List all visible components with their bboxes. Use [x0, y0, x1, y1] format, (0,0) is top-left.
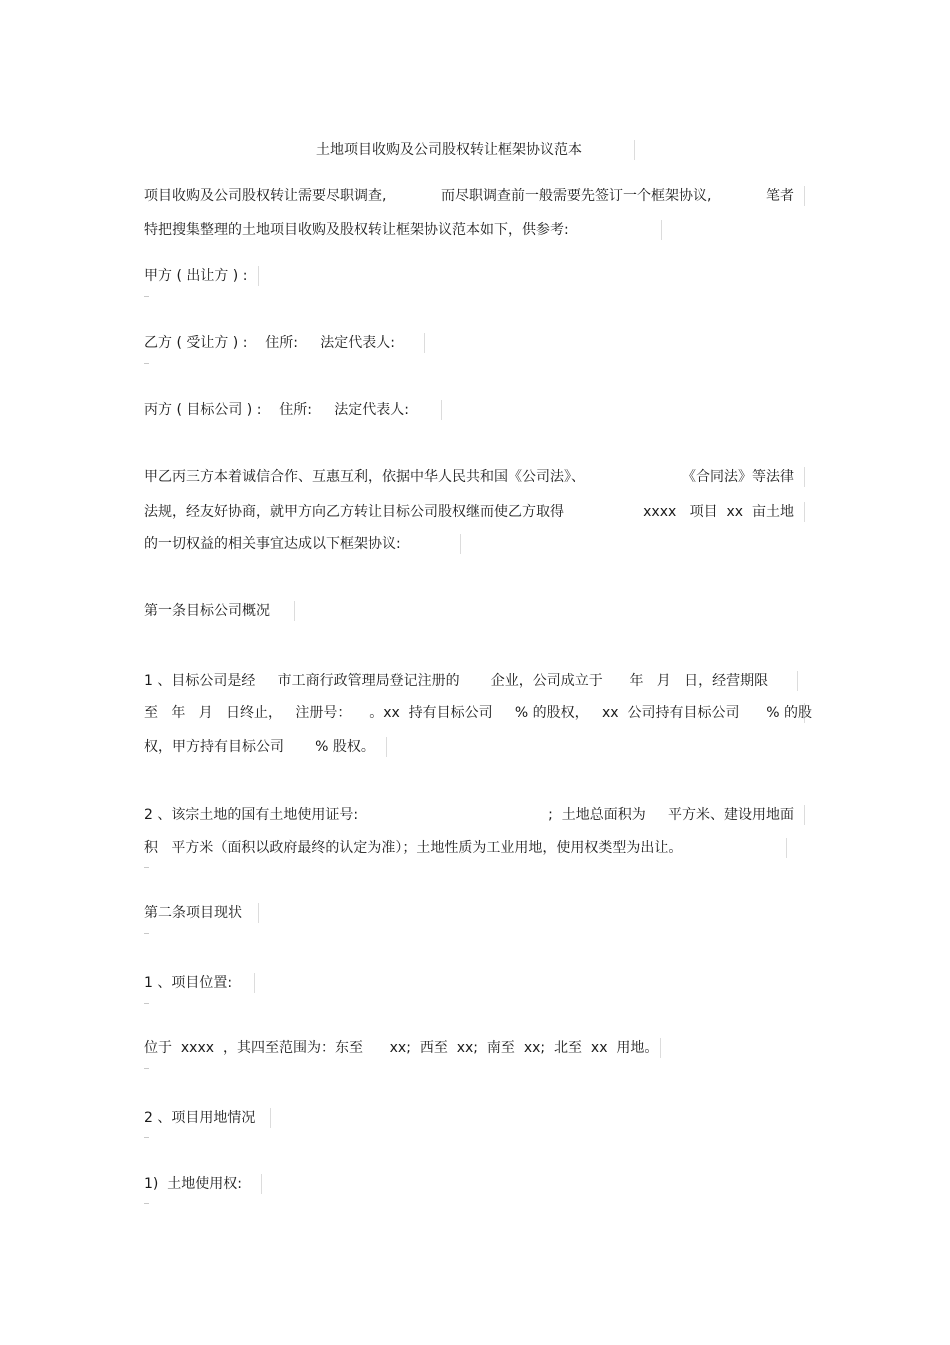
- article-1-item-1-line-3: 权，甲方持有目标公司 % 股权。: [144, 737, 387, 757]
- article-2-heading: 第二条项目现状: [144, 903, 259, 923]
- preamble-line-3: 的一切权益的相关事宜达成以下框架协议:: [144, 534, 461, 554]
- intro-line-2: 特把搜集整理的土地项目收购及股权转让框架协议范本如下，供参考:: [144, 220, 662, 240]
- paragraph-mark: [144, 1068, 149, 1069]
- article-1-item-1-line-1: 1 、目标公司是经 市工商行政管理局登记注册的 企业，公司成立于 年 月 日，经营期限: [144, 671, 798, 691]
- preamble-line-2: [144, 502, 805, 522]
- land-use-right-heading: 1) 土地使用权:: [144, 1174, 262, 1194]
- article-1-heading: 第一条目标公司概况: [144, 601, 295, 621]
- land-use-heading: 2 、项目用地情况: [144, 1108, 271, 1128]
- intro-text-c: 笔者: [766, 188, 794, 204]
- preamble-line-1: [144, 467, 805, 487]
- preamble-text-a: 法规，经友好协商，就甲方向乙方转让目标公司股权继而使乙方取得: [144, 504, 564, 520]
- paragraph-mark: [144, 933, 149, 934]
- intro-text-a: 项目收购及公司股权转让需要尽职调查,: [144, 188, 387, 204]
- paragraph-mark: [144, 1003, 149, 1004]
- paragraph-mark: [144, 1137, 149, 1138]
- paragraph-mark: [144, 867, 149, 868]
- party-a-label: 甲方 ( 出让方 ) :: [144, 266, 259, 286]
- land-area-text: ; 土地总面积为 平方米、建设用地面: [548, 807, 794, 823]
- paragraph-mark: [144, 296, 149, 297]
- project-location-heading: 1 、项目位置:: [144, 973, 255, 993]
- intro-text-b: 而尽职调查前一般需要先签订一个框架协议,: [441, 188, 712, 204]
- article-1-item-2-line-1: [144, 805, 805, 825]
- preamble-text-b: 《合同法》等法律: [682, 469, 794, 485]
- party-c-label: 丙方 ( 目标公司 ) : 住所: 法定代表人:: [144, 400, 442, 420]
- intro-line-1: [144, 186, 805, 206]
- preamble-text-a: 甲乙丙三方本着诚信合作、互惠互利，依据中华人民共和国《公司法》、: [144, 469, 585, 485]
- paragraph-mark: [144, 1203, 149, 1204]
- paragraph-mark: [144, 363, 149, 364]
- document-title: 土地项目收购及公司股权转让框架协议范本: [316, 140, 635, 160]
- article-1-item-1-line-2: 至 年 月 日终止， 注册号： 。xx 持有目标公司 % 的股权， xx 公司持有目标公司 % 的股: [144, 705, 812, 721]
- article-1-item-2-line-2: 积 平方米（面积以政府最终的认定为准）；土地性质为工业用地，使用权类型为出让。: [144, 838, 787, 858]
- party-b-label: 乙方 ( 受让方 ) : 住所: 法定代表人:: [144, 333, 425, 353]
- land-cert-label: 2 、该宗土地的国有土地使用证号:: [144, 807, 359, 823]
- preamble-text-b: xxxx 项目 xx 亩土地: [643, 504, 794, 520]
- project-location-text: 位于 xxxx ，其四至范围为：东至 xx; 西至 xx; 南至 xx; 北至 xx 用地。: [144, 1038, 661, 1058]
